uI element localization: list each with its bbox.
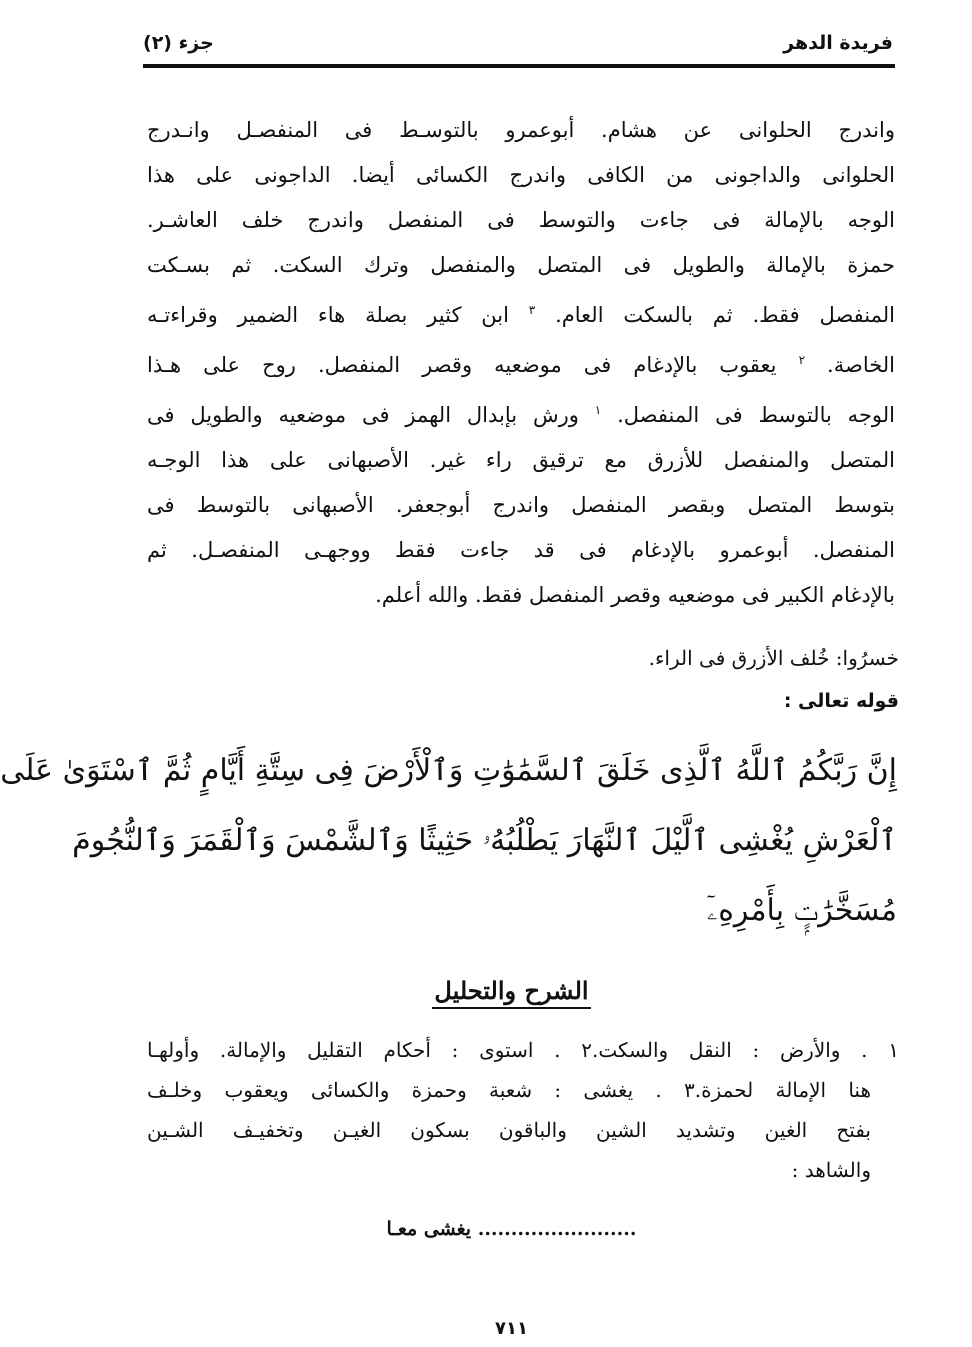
explanation-line-3: بفتح الغين وتشديد الشين والباقون بسكون الغيـن وتخفيـف الشـين: [147, 1118, 871, 1142]
footnote-marker-2: ٢: [798, 353, 806, 367]
verse-line-2: ٱلْعَرْشِ يُغْشِى ٱلَّيْلَ ٱلنَّهَارَ يَطْلُبُهُۥ حَثِيثًا وَٱلشَّمْسَ وَٱلْقَمَرَ وَٱلنُّجُومَ: [72, 823, 897, 858]
section-heading-text: الشرح والتحليل: [432, 976, 590, 1009]
text-line-5-start: المنفصل فقط. ثم بالسكت العام.: [555, 303, 895, 327]
footnote-marker-1: ١: [594, 403, 602, 417]
section-heading: [51, 976, 972, 1009]
text-line-1: واندرج الحلوانى عن هشام. أبوعمرو بالتوسـط فى المنفصـل وانـدرج: [147, 118, 895, 142]
verse-line-1: إِنَّ رَبَّكُمُ ٱللَّهُ ٱلَّذِى خَلَقَ ٱلسَّمَٰوَٰتِ وَٱلْأَرْضَ فِى سِتَّةِ أَيَّامٍ ثُمَّ ٱسْتَوَىٰ عَلَى: [0, 753, 897, 788]
text-line-5-end: ابن كثير بصلة هاء الضمير وقراءتـه: [147, 303, 509, 327]
witness-line: ........................ يغشى معـا: [386, 1218, 637, 1240]
text-line-7-start: الوجه بالتوسط فى المنفصل.: [617, 403, 896, 427]
text-line-7: [147, 388, 895, 438]
qawluhu-heading: قوله تعالى :: [783, 690, 899, 712]
page-header: [143, 26, 893, 66]
footnote-marker-3: ٣: [528, 303, 536, 317]
text-line-5: [147, 288, 895, 338]
page-number: ٧١١: [495, 1318, 528, 1339]
text-line-6-start: الخاصة.: [827, 353, 895, 377]
verse-line-3: مُسَخَّرَٰتٍۭ بِأَمْرِهِۦٓ: [706, 893, 897, 928]
text-line-7-end: ورش بإبدال الهمز فى موضعيه والطويل فى: [147, 403, 579, 427]
explanation-text: [147, 1030, 899, 1190]
text-line-6-end: يعقوب بالإدغام فى موضعيه وقصر المنفصل. روح على هـذا: [147, 353, 777, 377]
text-line-4: حمزة بالإمالة والطويل فى المتصل والمنفصل وترك السكت. ثم بسـكت: [147, 253, 895, 277]
text-line-9: بتوسط المتصل وبقصر المنفصل واندرج أبوجعفر. الأصبهانى بالتوسط فى: [147, 493, 895, 517]
quran-verse: [0, 736, 897, 946]
text-line-8: المتصل والمنفصل للأزرق مع ترقيق راء غير. الأصبهانى على هذا الوجـه: [147, 448, 895, 472]
explanation-line-1: ١ . والأرض : النقل والسكت.٢ . استوى : أحكام التقليل والإمالة. وأولهـا: [147, 1038, 899, 1062]
text-line-6: [147, 338, 895, 388]
volume-label: جزء (٢): [143, 32, 214, 54]
explanation-line-2: هنا الإمالة لحمزة.٣ . يغشى : شعبة وحمزة والكسائى ويعقوب وخلـف: [147, 1078, 871, 1102]
text-line-2: الحلوانى والداجونى من الكافى واندرج الكسائى أيضا. الداجونى على هذا: [147, 163, 895, 187]
main-text: [147, 108, 895, 618]
header-rule: [143, 64, 895, 68]
explanation-line-4: والشاهد :: [791, 1158, 871, 1182]
text-line-11: بالإدغام الكبير فى موضعيه وقصر المنفصل فقط. والله أعلم.: [375, 583, 895, 607]
book-title: فريدة الدهر: [783, 32, 893, 54]
khasiru-note: خسرُوا: خُلف الأزرق فى الراء.: [648, 646, 899, 670]
text-line-3: الوجه بالإمالة فى جاءت والتوسط فى المنفصل واندرج خلف العاشـر.: [147, 208, 895, 232]
text-line-10: المنفصل. أبوعمرو بالإدغام فى قد جاءت فقط ووجهـى المنفصـل. ثم: [147, 538, 895, 562]
